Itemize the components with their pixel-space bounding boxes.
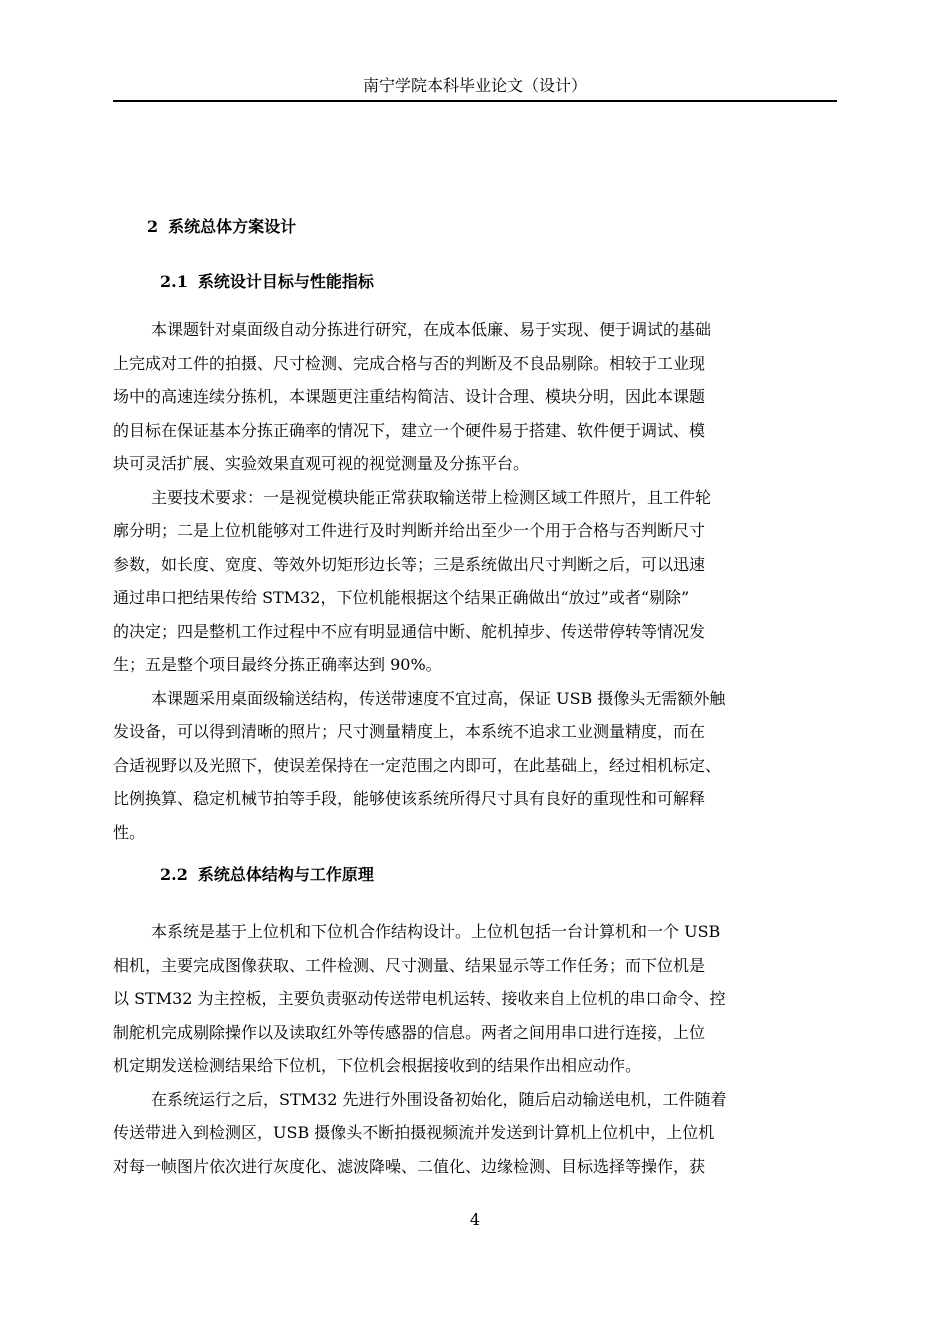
text-line: 块可灵活扩展、实验效果直观可视的视觉测量及分拣平台。: [113, 454, 530, 473]
text-line: 的目标在保证基本分拣正确率的情况下，建立一个硬件易于搭建、软件便于调试、模: [113, 420, 706, 440]
text-line: 的决定；四是整机工作过程中不应有明显通信中断、舵机掉步、传送带停转等情况发: [113, 621, 706, 641]
text-line: 比例换算、稳定机械节拍等手段，能够使该系统所得尺寸具有良好的重现性和可解释: [113, 789, 706, 808]
section-heading-2: [147, 215, 296, 239]
text-line: 机定期发送检测结果给下位机，下位机会根据接收到的结果作出相应动作。: [113, 1056, 642, 1075]
text-line: 生；五是整个项目最终分拣正确率达到 90%。: [113, 655, 442, 674]
text-line: 廓分明；二是上位机能够对工件进行及时判断并给出至少一个用于合格与否判断尺寸: [113, 521, 706, 540]
header-rule: [113, 100, 837, 102]
text-line: 性。: [113, 822, 146, 842]
subsection-title: 系统总体结构与工作原理: [197, 865, 374, 884]
subsection-heading-2-2: [160, 863, 374, 887]
subsection-heading-2-1: [160, 270, 374, 294]
paragraph: [113, 915, 841, 1083]
text-line: 本课题采用桌面级输送结构，传送带速度不宜过高，保证 USB 摄像头无需额外触: [151, 688, 726, 708]
text-line: 对每一帧图片依次进行灰度化、滤波降噪、二值化、边缘检测、目标选择等操作，获: [113, 1156, 706, 1176]
subsection-title: 系统设计目标与性能指标: [197, 272, 374, 291]
text-line: 以 STM32 为主控板，主要负责驱动传送带电机运转、接收来自上位机的串口命令、控: [113, 989, 726, 1008]
subsection-number: 2.2: [160, 865, 188, 884]
text-line: 相机，主要完成图像获取、工件检测、尺寸测量、结果显示等工作任务；而下位机是: [113, 955, 706, 975]
paragraph: [113, 1083, 841, 1184]
paragraph: [113, 682, 841, 850]
text-line: 通过串口把结果传给 STM32，下位机能根据这个结果正确做出“放过”或者“剔除”: [113, 588, 690, 607]
section-2-2-body: [113, 915, 841, 1183]
text-line: 在系统运行之后，STM32 先进行外围设备初始化，随后启动输送电机，工件随着: [151, 1089, 727, 1109]
text-line: 合适视野以及光照下，使误差保持在一定范围之内即可，在此基础上，经过相机标定、: [113, 755, 722, 775]
text-line: 本系统是基于上位机和下位机合作结构设计。上位机包括一台计算机和一个 USB: [151, 922, 721, 941]
paragraph: [113, 481, 841, 682]
text-line: 本课题针对桌面级自动分拣进行研究，在成本低廉、易于实现、便于调试的基础: [151, 320, 712, 339]
subsection-number: 2.1: [160, 272, 188, 291]
text-line: 主要技术要求：一是视觉模块能正常获取输送带上检测区域工件照片，且工件轮: [151, 487, 712, 507]
paragraph: [113, 313, 841, 481]
text-line: 上完成对工件的拍摄、尺寸检测、完成合格与否的判断及不良品剔除。相较于工业现: [113, 353, 706, 373]
page-number: 4: [469, 1210, 481, 1229]
section-number: 2: [147, 217, 159, 236]
text-line: 制舵机完成剔除操作以及读取红外等传感器的信息。两者之间用串口进行连接，上位: [113, 1022, 706, 1042]
page-header: 南宁学院本科毕业论文（设计）: [362, 76, 587, 95]
section-2-1-body: [113, 313, 841, 849]
text-line: 传送带进入到检测区，USB 摄像头不断拍摄视频流并发送到计算机上位机中，上位机: [113, 1123, 715, 1142]
text-line: 参数，如长度、宽度、等效外切矩形边长等；三是系统做出尺寸判断之后，可以迅速: [113, 554, 706, 574]
text-line: 场中的高速连续分拣机，本课题更注重结构简洁、设计合理、模块分明，因此本课题: [113, 387, 706, 406]
text-line: 发设备，可以得到清晰的照片；尺寸测量精度上，本系统不追求工业测量精度，而在: [113, 722, 706, 741]
section-title: 系统总体方案设计: [168, 217, 297, 236]
